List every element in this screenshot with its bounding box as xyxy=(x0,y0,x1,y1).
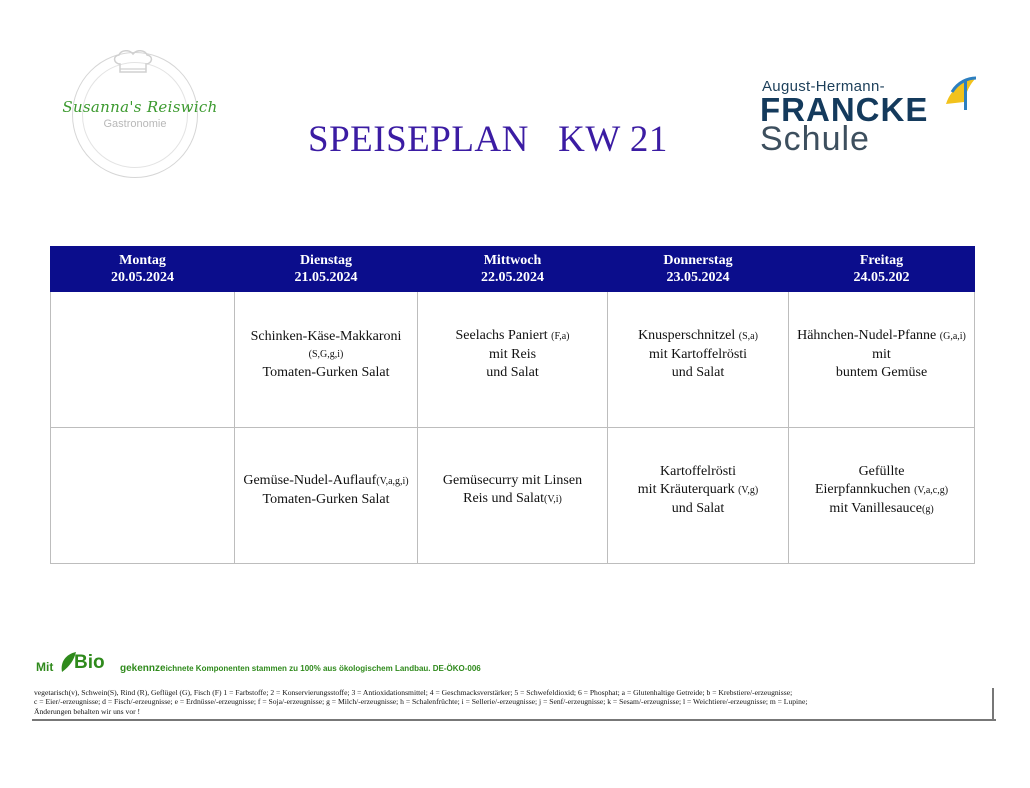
legend-line-1: vegetarisch(v), Schwein(S), Rind (R), Geflügel (G), Fisch (F) 1 = Farbstoffe; 2 = Konservierungsstoffe; 3 = Antioxidationsmittel; 4 = Geschmacksverstärker; 5 = Schwefeldioxid; 6 = Phosphat; a = Glutenhaltige Getreide; b = Krebstiere/-erzeugnisse; xyxy=(34,688,793,697)
dish-line: mit xyxy=(872,347,891,362)
menu-row-2 xyxy=(51,428,975,564)
dish-text: Hähnchen-Nudel-Pfanne xyxy=(797,328,940,343)
allergen-codes: (S,a) xyxy=(738,331,758,342)
menu-cell-thursday-1 xyxy=(608,292,789,428)
menu-cell-wednesday-1 xyxy=(418,292,608,428)
svg-text:Bio: Bio xyxy=(74,652,105,673)
menu-cell-friday-1 xyxy=(789,292,975,428)
dish-line: mit Kartoffelrösti xyxy=(648,347,748,362)
chef-hat-icon xyxy=(110,50,156,76)
school-logo xyxy=(760,74,980,164)
day-header-row xyxy=(51,247,975,292)
dish-line: mit Reis xyxy=(488,347,537,362)
school-logo-line2: FRANCKE xyxy=(760,91,929,128)
dish-text: Reis und Salat xyxy=(463,491,544,506)
day-header-friday xyxy=(789,247,975,292)
allergen-codes: (V,g) xyxy=(738,485,759,496)
dish-line: Gemüsecurry mit Linsen xyxy=(442,473,583,488)
menu-row-1 xyxy=(51,292,975,428)
dish-line xyxy=(793,481,970,500)
day-header-wednesday xyxy=(418,247,608,292)
menu-cell-thursday-2 xyxy=(608,428,789,564)
day-name: Mittwoch xyxy=(483,253,542,268)
day-name: Dienstag xyxy=(299,253,353,268)
day-date: 23.05.2024 xyxy=(666,270,730,285)
caterer-name: Susanna's Reiswich xyxy=(62,98,218,116)
menu-cell-tuesday-2 xyxy=(235,428,418,564)
school-emblem-icon xyxy=(940,74,980,118)
allergen-codes: (V,i) xyxy=(544,494,562,505)
dish-line xyxy=(239,472,413,491)
dish-line xyxy=(793,500,970,519)
day-name: Freitag xyxy=(859,253,904,268)
menu-cell-wednesday-2 xyxy=(418,428,608,564)
day-name: Donnerstag xyxy=(663,253,733,268)
dish-text: mit Kräuterquark xyxy=(637,482,739,497)
allergen-legend xyxy=(34,688,994,718)
menu-cell-monday-1 xyxy=(51,292,235,428)
dish-text: mit Vanillesauce xyxy=(829,500,922,516)
allergen-codes: (g) xyxy=(922,503,934,515)
legend-line-3: Änderungen behalten wir uns vor ! xyxy=(34,706,141,716)
legend-border-bottom xyxy=(32,719,996,721)
dish-line xyxy=(612,327,784,346)
day-header-tuesday xyxy=(235,247,418,292)
menu-cell-monday-2 xyxy=(51,428,235,564)
bio-logo-icon xyxy=(58,650,128,674)
page-title: SPEISEPLAN KW 21 xyxy=(308,119,668,160)
allergen-codes: (S,G,g,i) xyxy=(308,348,344,360)
day-date: 21.05.2024 xyxy=(294,270,358,285)
bio-text xyxy=(120,663,481,674)
legend-line-2: c = Eier/-erzeugnisse; d = Fisch/-erzeugnisse; e = Erdnüsse/-erzeugnisse; f = Soja/-erzeugnisse; g = Milch/-erzeugnisse; h = Schalenfrüchte; i = Sellerie/-erzeugnisse; j = Senf/-erzeugnisse; k = Sesam/-erzeugnisse; l = Weichtiere/-erzeugnisse; m = Lupine; xyxy=(34,697,808,707)
day-date: 22.05.2024 xyxy=(481,270,544,285)
dish-line xyxy=(422,490,603,509)
dish-line: und Salat xyxy=(486,365,539,380)
day-header-monday xyxy=(51,247,235,292)
dish-text: Gemüse-Nudel-Auflauf xyxy=(243,473,377,488)
dish-line: und Salat xyxy=(671,365,725,380)
caterer-subtitle: Gastronomie xyxy=(103,118,167,130)
dish-line: Kartoffelrösti xyxy=(660,464,736,479)
legend-border-right xyxy=(992,688,994,719)
dish-line xyxy=(612,481,784,500)
allergen-codes: (V,a,g,i) xyxy=(376,476,409,487)
menu-cell-tuesday-1 xyxy=(235,292,418,428)
dish-line xyxy=(793,327,970,346)
dish-text: Eierpfannkuchen xyxy=(814,481,915,497)
allergen-codes: (G,a,i) xyxy=(939,331,966,342)
allergen-codes: (V,a,c,g) xyxy=(914,484,949,496)
day-date: 20.05.2024 xyxy=(111,270,174,285)
dish-line: Tomaten-Gurken Salat xyxy=(262,364,390,380)
dish-line xyxy=(422,327,603,346)
dish-line: buntem Gemüse xyxy=(835,365,928,380)
day-name: Montag xyxy=(119,253,166,268)
dish-line: Gefüllte xyxy=(858,463,905,479)
dish-line: Schinken-Käse-Makkaroni xyxy=(250,328,402,344)
dish-text: Seelachs Paniert xyxy=(455,328,552,343)
allergen-codes: (F,a) xyxy=(551,331,570,342)
caterer-logo xyxy=(60,48,218,183)
menu-cell-friday-2 xyxy=(789,428,975,564)
dish-line: Tomaten-Gurken Salat xyxy=(262,492,390,507)
bio-prefix: Mit xyxy=(36,660,54,674)
school-logo-line1: August-Hermann- xyxy=(762,78,885,95)
bio-text-a: gekennze xyxy=(120,663,166,674)
menu-table xyxy=(50,246,975,564)
dish-text: Knusperschnitzel xyxy=(638,328,739,343)
day-date: 24.05.202 xyxy=(853,270,910,285)
bio-text-b: ichnete Komponenten stammen zu 100% aus ökologischem Landbau. DE-ÖKO-006 xyxy=(165,664,481,673)
dish-line: und Salat xyxy=(671,501,725,516)
day-header-thursday xyxy=(608,247,789,292)
school-logo-line3: Schule xyxy=(760,120,870,158)
